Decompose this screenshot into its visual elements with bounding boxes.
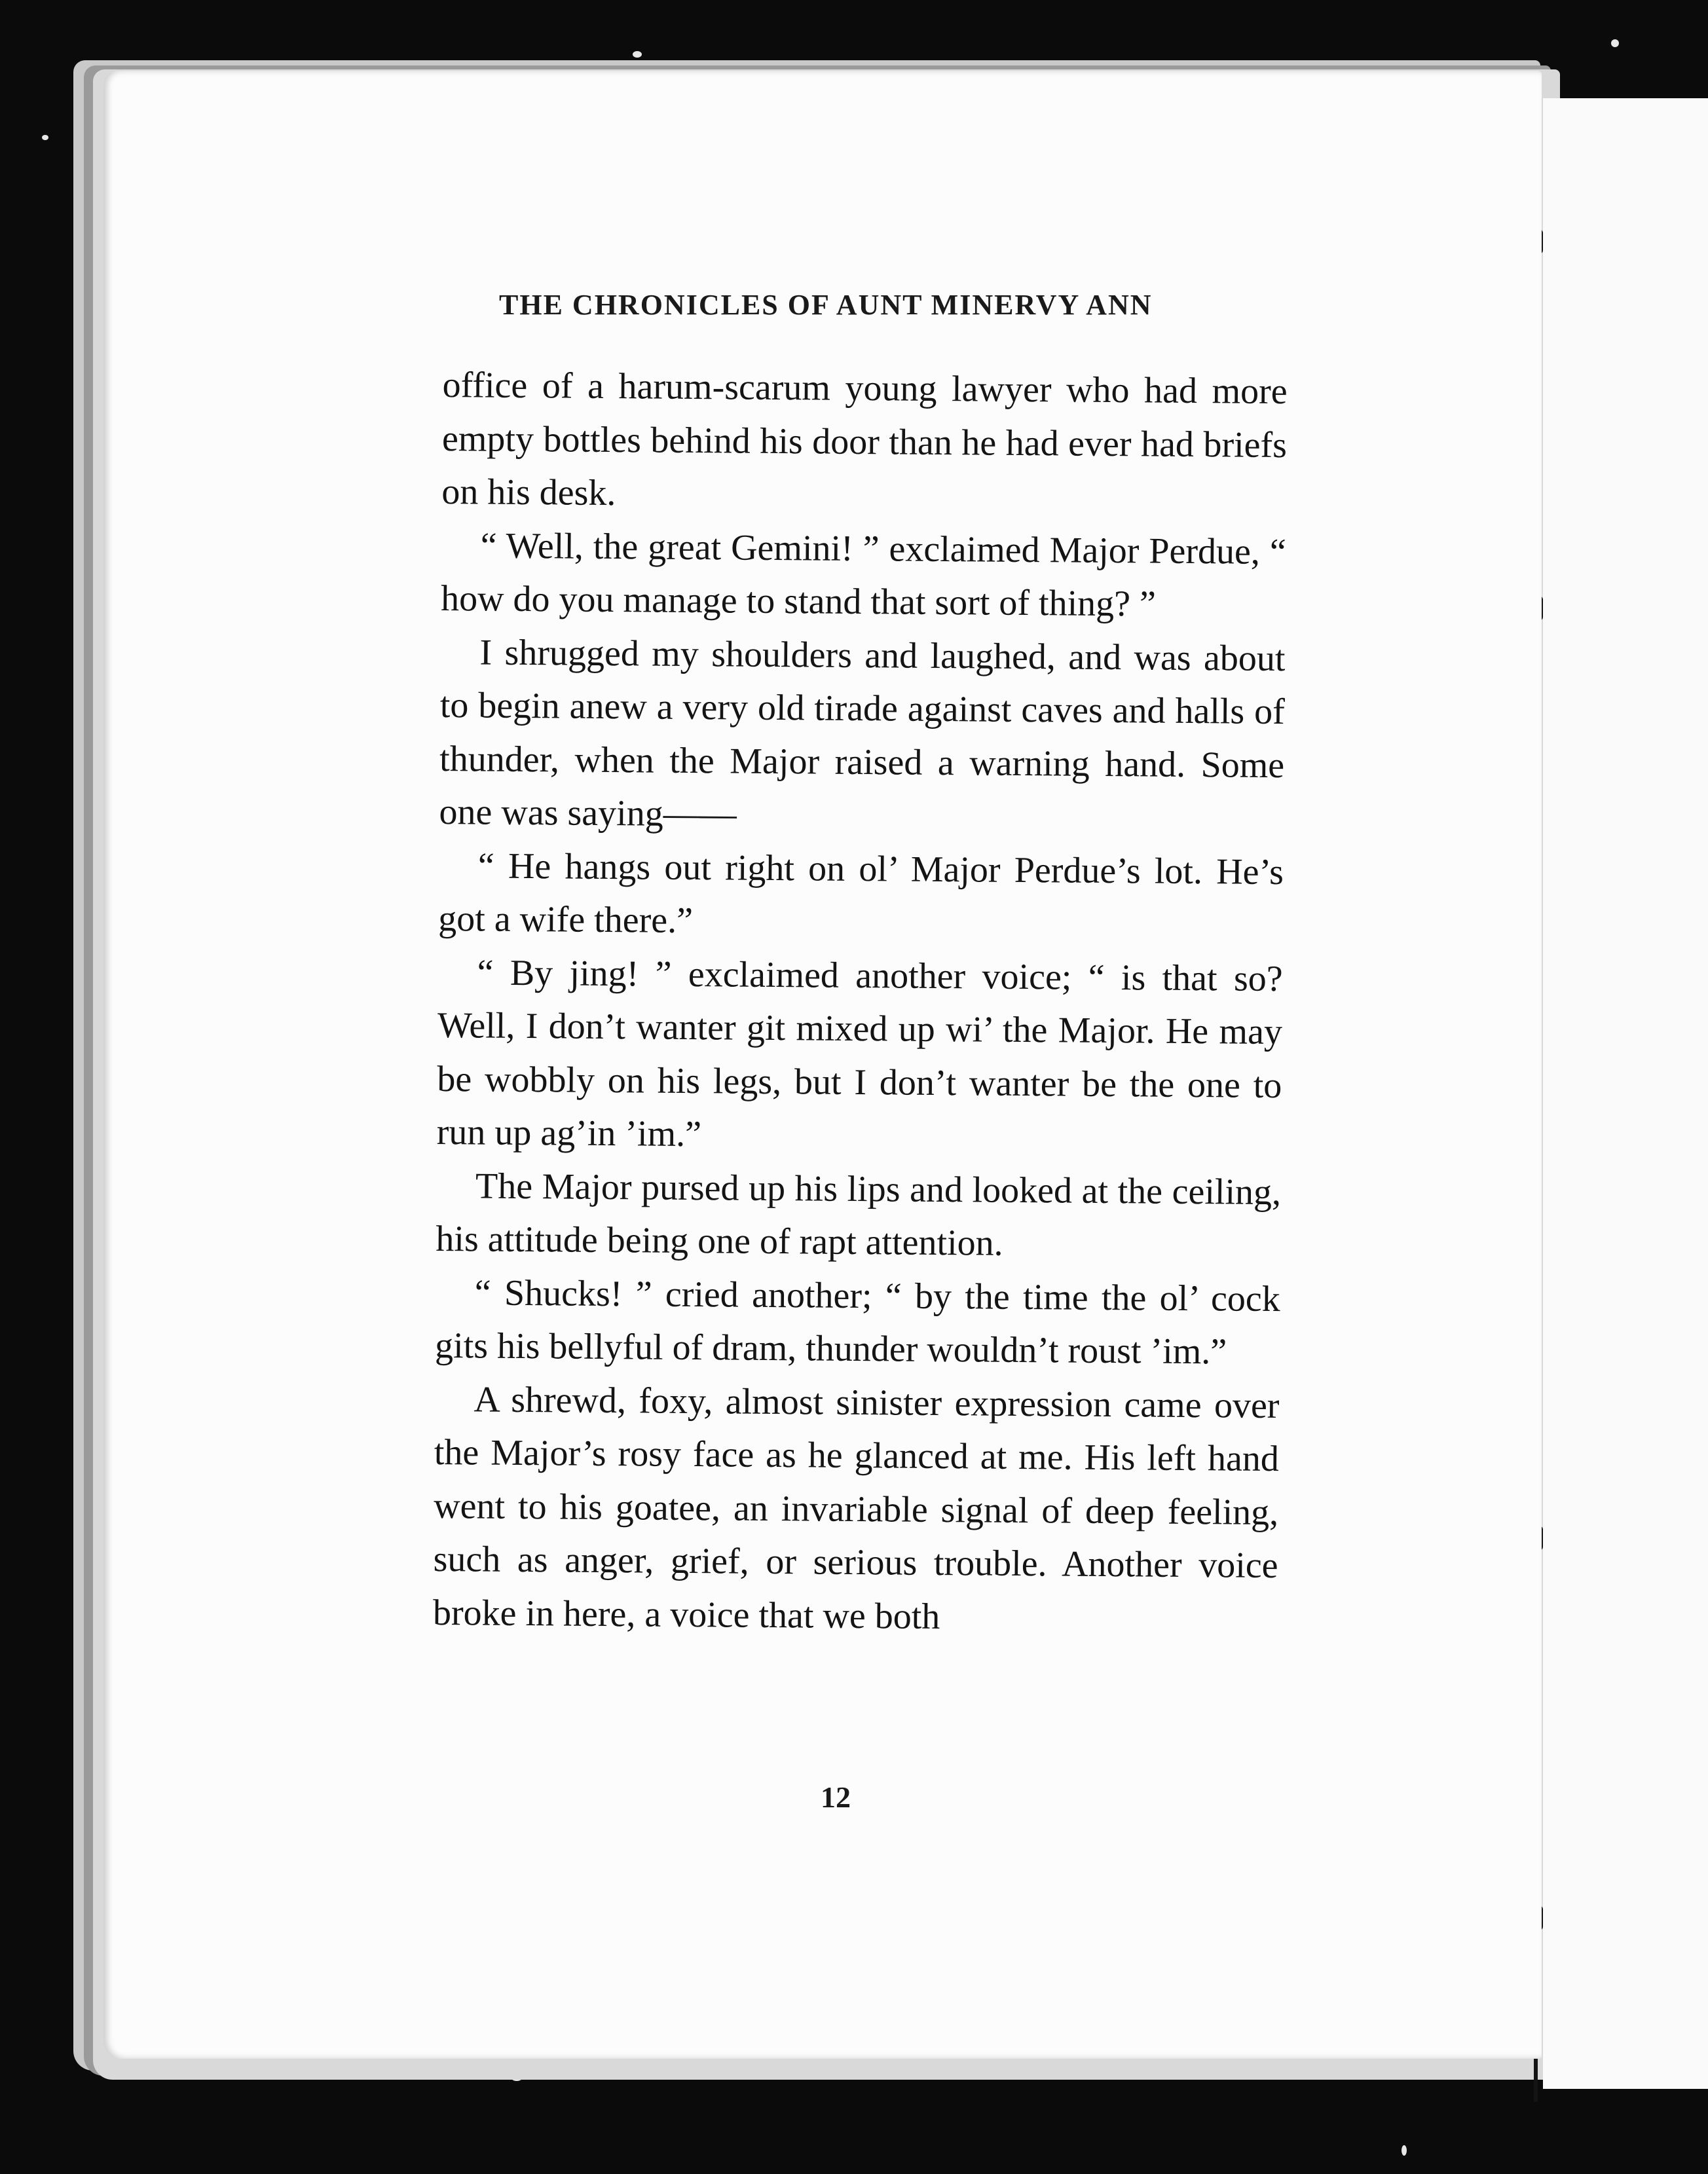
paragraph: I shrugged my shoulders and laughed, and was about to begin anew a very old tirade against caves and halls of thunder, when the Major raised a warning hand. Some one was saying——	[439, 631, 1286, 835]
scan-speck	[1402, 2145, 1407, 2156]
running-head: THE CHRONICLES OF AUNT MINERVY ANN	[499, 289, 1153, 321]
paragraph: “ Shucks! ” cried another; “ by the time the ol’ cock gits his bellyful of dram, thunder wouldn’t roust ’im.”	[434, 1272, 1281, 1373]
facing-page	[1543, 98, 1708, 2089]
paragraph: “ Well, the great Gemini! ” exclaimed Major Perdue, “ how do you manage to stand that sort of thing? ”	[440, 525, 1286, 625]
paragraph: The Major pursed up his lips and looked at the ceiling, his attitude being one of rapt attention.	[436, 1165, 1282, 1264]
body-text	[433, 359, 1288, 1646]
scan-speck	[633, 51, 642, 58]
paragraph: office of a harum-scarum young lawyer who had more empty bottles behind his door than he had ever had briefs on his desk.	[441, 364, 1288, 514]
scan-speck	[42, 135, 48, 140]
paragraph: “ He hangs out right on ol’ Major Perdue’s lot. He’s got a wife there.”	[438, 845, 1284, 942]
scan-speck	[1611, 39, 1619, 47]
paragraph: A shrewd, foxy, almost sinister expression came over the Major’s rosy face as he glanced at me. His left hand went to his goatee, an invariable signal of deep feeling, such as anger, grief, or serious trouble. Another voice broke in here, a voice that we both	[432, 1378, 1280, 1637]
paragraph: “ By jing! ” exclaimed another voice; “ is that so? Well, I don’t wanter git mixed up wi’ the Major. He may be wobbly on his legs, but I don’t wanter be the one to run up ag’in ’im.”	[436, 951, 1283, 1155]
page-number: 12	[821, 1780, 851, 1814]
